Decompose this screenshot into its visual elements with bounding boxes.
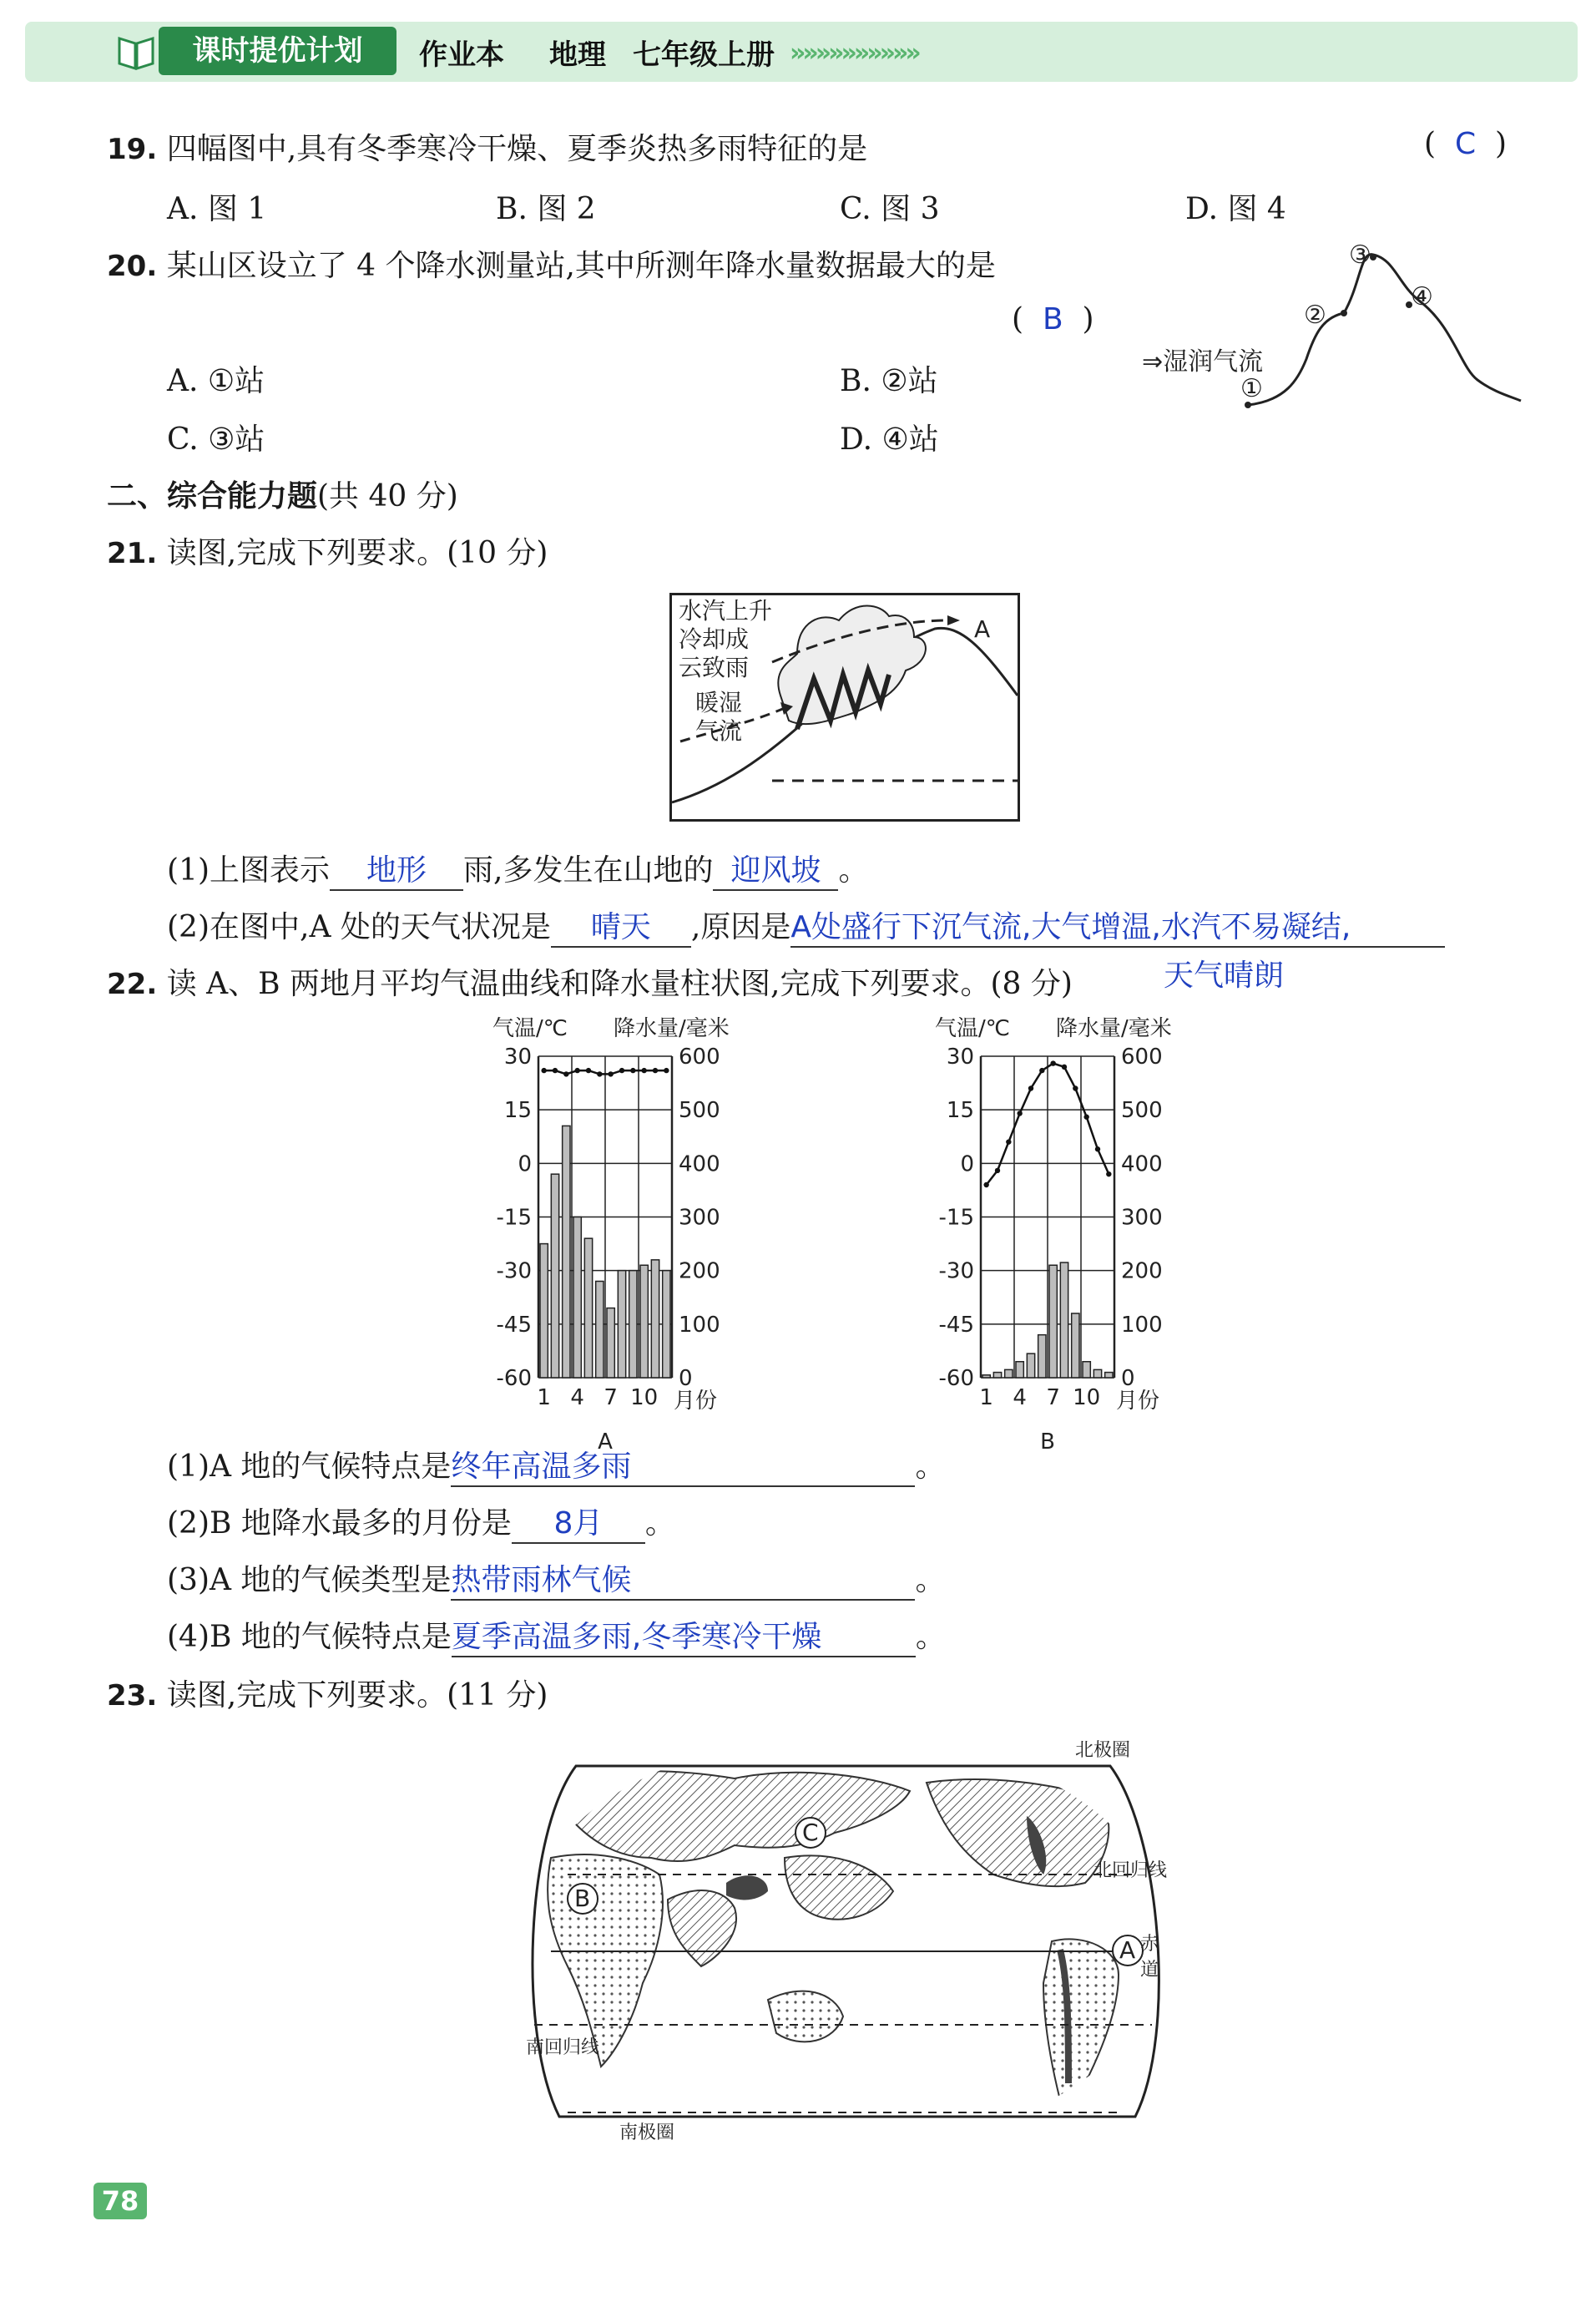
- chart-a-tick-left: -45: [496, 1312, 532, 1338]
- q20-answer: B: [1042, 302, 1063, 336]
- q20-station-4: ④: [1411, 282, 1433, 311]
- book-type: 作业本: [419, 38, 504, 72]
- chart-a-tick-x: 1: [537, 1385, 551, 1410]
- chart-b-tick-x: 7: [1046, 1385, 1060, 1410]
- q21-stem: 21. 读图,完成下列要求。(10 分): [107, 536, 548, 570]
- q22-part3: (3)A 地的气候类型是热带雨林气候 。: [167, 1556, 945, 1601]
- q21-p2-answer1: 晴天: [551, 903, 691, 948]
- q20-station-3: ③: [1349, 240, 1371, 270]
- chart-b-precip-bar: [1027, 1353, 1034, 1378]
- q19-option-d: D. 图 4: [1185, 192, 1286, 226]
- chart-b-tick-right: 300: [1121, 1205, 1163, 1231]
- chart-a-temp-point: [608, 1071, 613, 1076]
- chart-a-xlabel: 月份: [674, 1389, 718, 1414]
- chart-b-tick-right: 200: [1121, 1258, 1163, 1284]
- page-number: 78: [93, 2183, 147, 2219]
- chart-b-temp-point: [1017, 1111, 1022, 1116]
- chart-a-temp-point: [619, 1068, 624, 1073]
- chart-b-tick-left: 0: [960, 1151, 974, 1177]
- chart-a-tick-x: 4: [570, 1385, 584, 1410]
- q22-stem: 22. 读 A、B 两地月平均气温曲线和降水量柱状图,完成下列要求。(8 分): [107, 967, 1073, 1001]
- chart-a-tick-left: 15: [503, 1098, 532, 1124]
- chart-b-temp-point: [1106, 1171, 1111, 1176]
- chart-a-temp-point: [653, 1068, 658, 1073]
- chart-b-temp-point: [1083, 1115, 1088, 1120]
- chart-b-tick-right: 0: [1121, 1366, 1135, 1391]
- chart-a-tick-right: 400: [679, 1151, 720, 1177]
- chart-a-ylabel-left: 气温/℃: [492, 1016, 568, 1041]
- chart-a-temp-point: [574, 1068, 579, 1073]
- q19-answer: C: [1454, 127, 1477, 161]
- q20-stem: 20. 某山区设立了 4 个降水测量站,其中所测年降水量数据最大的是: [107, 249, 996, 283]
- chart-b-tick-x: 4: [1013, 1385, 1027, 1410]
- q21-p2-answer3: 天气晴朗: [1164, 959, 1285, 993]
- chart-a-precip-bar: [540, 1244, 548, 1378]
- q22-p4-answer: 夏季高温多雨,冬季寒冷干燥: [452, 1613, 916, 1657]
- chart-b-temp-point: [995, 1168, 1000, 1173]
- chart-a-precip-bar: [651, 1260, 659, 1378]
- q20-option-b: B. ②站: [840, 364, 938, 398]
- chart-a-precip-bar: [629, 1271, 637, 1378]
- q21-p1-answer1: 地形: [330, 847, 463, 891]
- q21-part1: (1)上图表示 地形 雨,多发生在山地的 迎风坡 。: [167, 847, 868, 891]
- chart-b-tick-left: 15: [946, 1098, 974, 1124]
- chart-a-temp-point: [641, 1068, 646, 1073]
- chart-b-xlabel: 月份: [1116, 1389, 1160, 1414]
- q19-option-b: B. 图 2: [496, 192, 596, 226]
- chart-a-precip-bar: [663, 1271, 670, 1378]
- chart-b-tick-left: -45: [938, 1312, 974, 1338]
- chart-b-tick-left: -30: [938, 1258, 974, 1284]
- chart-b-title: B: [1040, 1429, 1055, 1455]
- brand-tag: 课时提优计划: [159, 27, 396, 75]
- q19-answer-bracket: ( C ): [1424, 127, 1508, 161]
- q21-p1-answer2: 迎风坡: [713, 847, 838, 891]
- chart-a-precip-bar: [551, 1174, 558, 1378]
- map-label-b: B: [574, 1885, 591, 1912]
- chart-b-temp-point: [1028, 1085, 1033, 1090]
- section2-heading: 二、综合能力题(共 40 分): [107, 479, 458, 514]
- q21-text-rise: 水汽上升 冷却成 云致雨: [679, 597, 773, 681]
- q19-option-c: C. 图 3: [840, 192, 940, 226]
- chart-b-tick-left: 30: [946, 1045, 974, 1070]
- subject: 地理: [549, 38, 606, 72]
- chart-a-tick-left: -60: [496, 1366, 532, 1391]
- chart-b-temp-point: [1062, 1065, 1067, 1070]
- chart-a-temp-point: [597, 1071, 602, 1076]
- chart-b: [910, 1010, 1227, 1455]
- chart-a-tick-right: 100: [679, 1312, 720, 1338]
- chart-a-tick-right: 300: [679, 1205, 720, 1231]
- chart-a-precip-bar: [618, 1271, 625, 1378]
- q21-orographic-figure: [669, 593, 1020, 822]
- map-label-a: A: [1119, 1936, 1136, 1964]
- map-label-tropic-capricorn: 南回归线: [526, 2037, 600, 2058]
- q20-station-2: ②: [1304, 301, 1326, 330]
- q21-point-a: A: [974, 615, 991, 643]
- chart-a-title: A: [598, 1429, 613, 1455]
- chart-a-tick-x: 7: [604, 1385, 618, 1410]
- q22-part4: (4)B 地的气候特点是夏季高温多雨,冬季寒冷干燥 。: [167, 1613, 946, 1657]
- chart-b-precip-bar: [1038, 1335, 1046, 1378]
- book-icon: [117, 30, 155, 72]
- chart-b-precip-bar: [1105, 1373, 1113, 1378]
- chart-b-precip-bar: [1005, 1369, 1013, 1378]
- chart-b-tick-x: 10: [1073, 1385, 1101, 1410]
- chart-a-temp-point: [664, 1068, 669, 1073]
- q22-p2-answer: 8月: [512, 1500, 645, 1544]
- q22-p1-answer: 终年高温多雨: [451, 1443, 915, 1487]
- chart-a-tick-left: -15: [496, 1205, 532, 1231]
- chart-a-temp-point: [630, 1068, 635, 1073]
- chart-b-tick-right: 600: [1121, 1045, 1163, 1070]
- q23-stem: 23. 读图,完成下列要求。(11 分): [107, 1678, 548, 1713]
- q20-mountain-figure: [1144, 234, 1528, 417]
- chart-b-temp-point: [1006, 1139, 1011, 1144]
- chart-b-tick-right: 500: [1121, 1098, 1163, 1124]
- chart-b-temp-point: [1039, 1068, 1044, 1073]
- q20-option-a: A. ①站: [167, 364, 265, 398]
- chart-a-precip-bar: [607, 1308, 614, 1378]
- q20-option-c: C. ③站: [167, 422, 265, 457]
- chart-a-precip-bar: [640, 1265, 648, 1378]
- chart-b-tick-x: 1: [979, 1385, 993, 1410]
- chart-b-temp-point: [1050, 1060, 1055, 1065]
- chart-b-precip-bar: [1093, 1369, 1101, 1378]
- q20-option-d: D. ④站: [840, 422, 939, 457]
- chart-b-tick-right: 100: [1121, 1312, 1163, 1338]
- chart-a-precip-bar: [573, 1217, 581, 1379]
- q21-part2: (2)在图中,A 处的天气状况是 晴天 ,原因是A处盛行下沉气流,大气增温,水汽不易凝结,: [167, 903, 1445, 948]
- chart-a-temp-point: [541, 1068, 546, 1073]
- map-label-c: C: [802, 1819, 819, 1846]
- chart-a-precip-bar: [584, 1238, 592, 1378]
- chart-b-ylabel-left: 气温/℃: [935, 1016, 1010, 1041]
- chart-a-temp-point: [563, 1071, 568, 1076]
- chart-b-temp-point: [1073, 1085, 1078, 1090]
- chart-a-tick-x: 10: [630, 1385, 659, 1410]
- chart-b-temp-point: [983, 1182, 988, 1187]
- q22-part2: (2)B 地降水最多的月份是 8月 。: [167, 1500, 675, 1544]
- chart-a-precip-bar: [596, 1282, 604, 1379]
- q23-world-climate-map: [518, 1733, 1169, 2150]
- map-label-antarctic: 南极圈: [619, 2122, 675, 2143]
- chart-b-precip-bar: [1049, 1265, 1057, 1378]
- chart-b-temp-point: [1095, 1146, 1100, 1151]
- chart-b-precip-bar: [993, 1373, 1001, 1378]
- chart-a-tick-right: 200: [679, 1258, 720, 1284]
- map-label-arctic: 北极圈: [1075, 1740, 1131, 1761]
- chart-a-temp-point: [553, 1068, 558, 1073]
- chart-a-tick-left: 0: [518, 1151, 532, 1177]
- chart-b-precip-bar: [1083, 1362, 1090, 1378]
- chart-a-tick-left: -30: [496, 1258, 532, 1284]
- header-chevrons: »»»»»»»»»»: [790, 38, 918, 68]
- chart-b-precip-bar: [1060, 1262, 1068, 1378]
- chart-b-tick-left: -60: [938, 1366, 974, 1391]
- q22-part1: (1)A 地的气候特点是终年高温多雨 。: [167, 1443, 945, 1487]
- q21-text-warm: 暖湿 气流: [695, 689, 743, 745]
- chart-b-precip-bar: [1072, 1313, 1079, 1378]
- chart-b-tick-left: -15: [938, 1205, 974, 1231]
- chart-a-temp-point: [586, 1068, 591, 1073]
- chart-a-precip-bar: [563, 1126, 570, 1378]
- q19-stem: 19. 四幅图中,具有冬季寒冷干燥、夏季炎热多雨特征的是: [107, 132, 868, 166]
- chart-a-tick-right: 500: [679, 1098, 720, 1124]
- q20-answer-bracket: ( B ): [1012, 302, 1094, 336]
- chart-a-tick-left: 30: [503, 1045, 532, 1070]
- chart-b-ylabel-right: 降水量/毫米: [1056, 1016, 1172, 1041]
- chart-b-precip-bar: [982, 1375, 990, 1378]
- map-label-equator: 赤道: [1140, 1934, 1159, 1981]
- chart-b-tick-right: 400: [1121, 1151, 1163, 1177]
- chart-a-tick-right: 0: [679, 1366, 693, 1391]
- q21-p2-answer2: A处盛行下沉气流,大气增温,水汽不易凝结,: [790, 903, 1445, 948]
- chart-a: [467, 1010, 785, 1455]
- chart-a-tick-right: 600: [679, 1045, 720, 1070]
- q20-station-1: ①: [1240, 374, 1263, 403]
- map-label-tropic-cancer: 北回归线: [1093, 1860, 1168, 1881]
- q19-option-a: A. 图 1: [167, 192, 267, 226]
- chart-a-ylabel-right: 降水量/毫米: [614, 1016, 730, 1041]
- q22-p3-answer: 热带雨林气候: [451, 1556, 915, 1601]
- q20-airflow-label: ⇒湿润气流: [1142, 347, 1264, 377]
- grade: 七年级上册: [633, 38, 775, 72]
- chart-b-precip-bar: [1016, 1362, 1023, 1378]
